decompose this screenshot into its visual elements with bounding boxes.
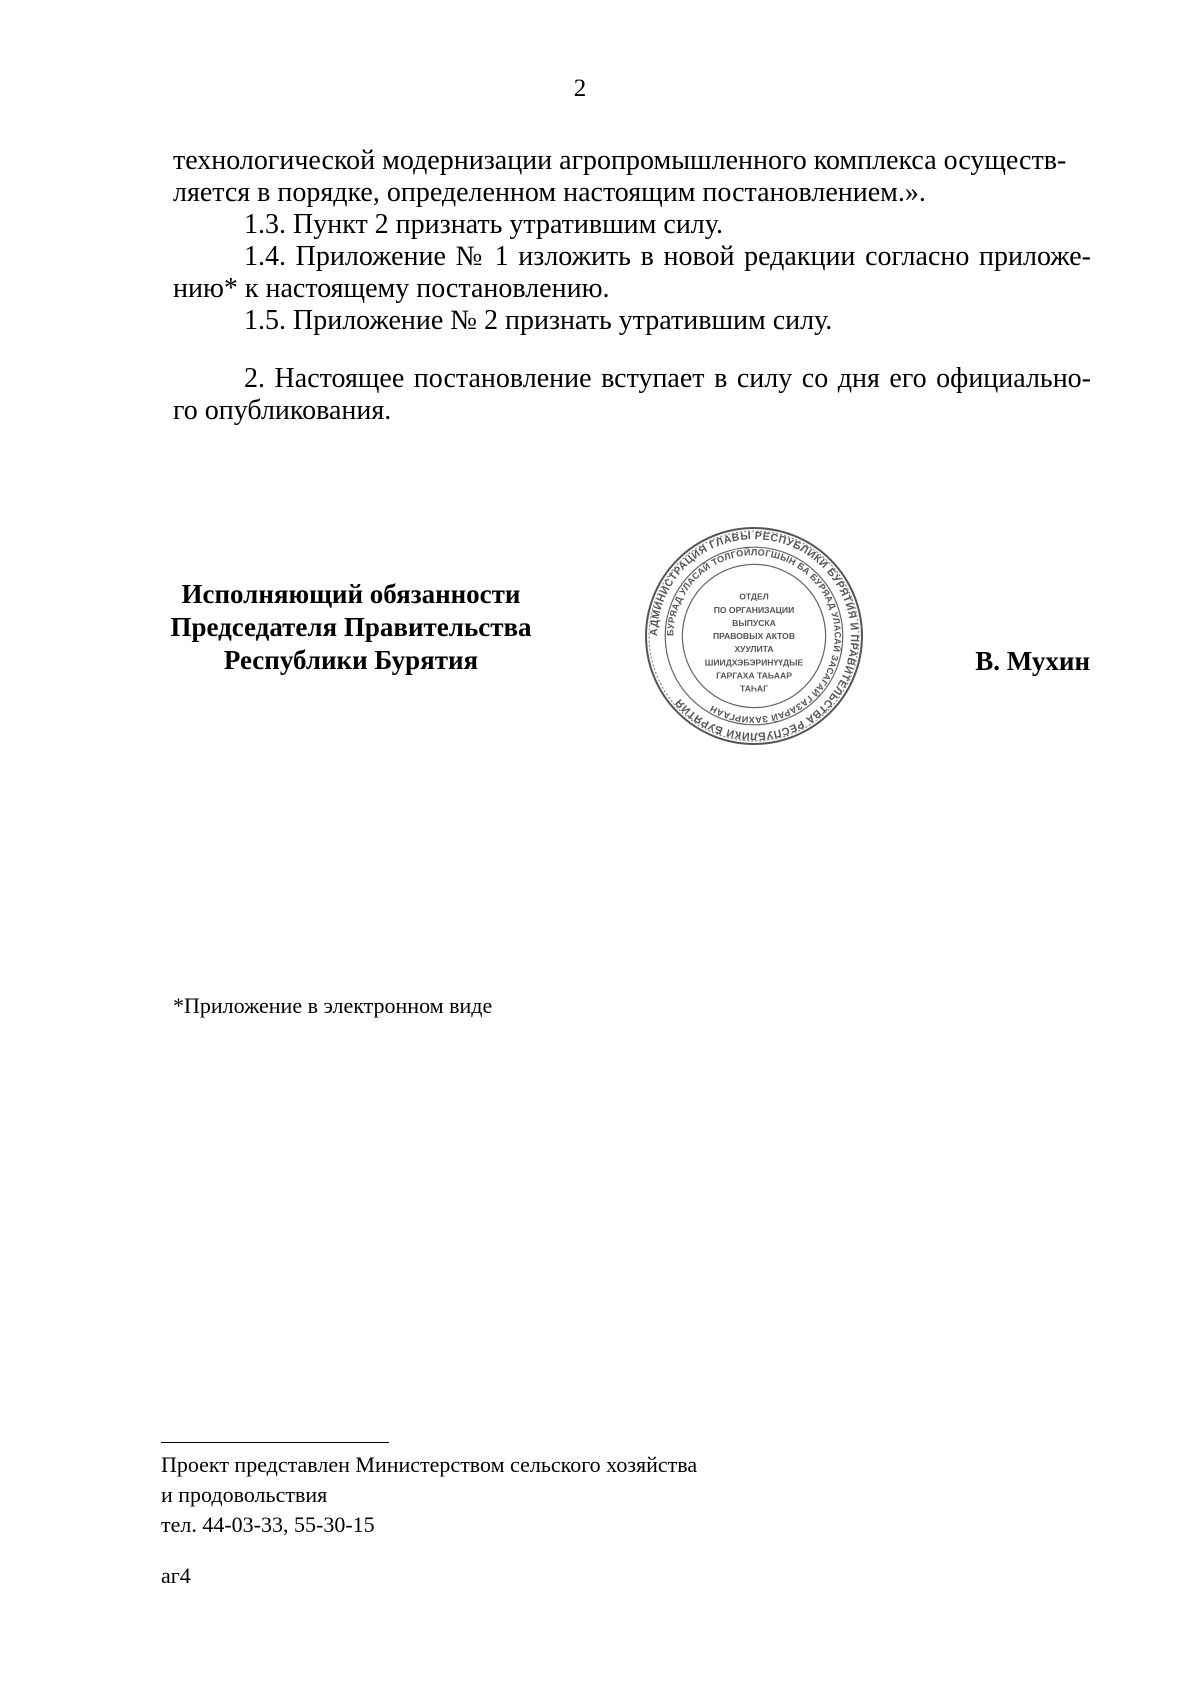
page-number: 2 [573,75,587,102]
footnote: *Приложение в электронном виде [173,993,493,1018]
document-code: аг4 [161,1563,191,1588]
paragraph-1-3: 1.3. Пункт 2 признать утратившим силу. [244,209,723,240]
seal-outer-text: АДМИНИСТРАЦИЯ ГЛАВЫ РЕСПУБЛИКИ БУРЯТИЯ И ПРАВИТЕЛЬСТВА РЕСПУБЛИКИ БУРЯТИЯ [648,530,860,742]
signatory-title-line: Председателя Правительства [170,612,532,642]
paragraph-continuation [173,145,1091,209]
seal-center-line: ТАҺАГ [740,683,768,694]
paragraph-2: 2. Настоящее постановление вступает в силу со дня его официально-го опубликования. [173,363,1091,426]
paragraph-1-5: 1.5. Приложение № 2 признать утратившим силу. [244,305,833,336]
seal-center-line: ПРАВОВЫХ АКТОВ [712,631,796,642]
paragraph-1-4: 1.4. Приложение № 1 изложить в новой редакции согласно приложе-нию* к настоящему постановлению. [173,241,1091,304]
official-seal-stamp [643,525,865,747]
seal-inner-text: БУРЯАД УЛАСАЙ ТОЛГОЙЛОГШЫН БА БУРЯАД УЛАСАЙ ЗАСАГАЙ ГАЗАРАЙ ЗАХИРГААН [665,547,843,725]
project-note [161,1450,697,1540]
seal-center-line: ПО ОРГАНИЗАЦИИ [713,604,795,615]
seal-center-line: ШИИДХЭБЭРИНҮҮДЫЕ [704,657,804,668]
project-note-line: Проект представлен Министерством сельского хозяйства [161,1452,698,1477]
document-body [173,145,1091,427]
paragraph-line: ляется в порядке, определенном настоящим постановлением.». [173,177,926,208]
paragraph-line: технологической модернизации агропромышленного комплекса осуществ- [173,145,1067,176]
signatory-name: В. Мухин [975,646,1090,676]
project-note-line: и продовольствия [161,1482,328,1507]
signatory-title-line: Республики Бурятия [223,645,479,675]
signatory-title [160,578,542,677]
seal-icon [643,525,865,747]
seal-center-line: ОТДЕЛ [739,591,769,602]
footer-divider [161,1442,389,1443]
seal-center-line: ВЫПУСКА [732,617,776,628]
seal-center-line: ГАРГАХА ТАЬААР [716,670,792,681]
project-note-line: тел. 44-03-33, 55-30-15 [161,1512,375,1537]
seal-center-line: ХУУЛИТА [734,644,774,655]
signatory-title-line: Исполняющий обязанности [181,579,521,609]
